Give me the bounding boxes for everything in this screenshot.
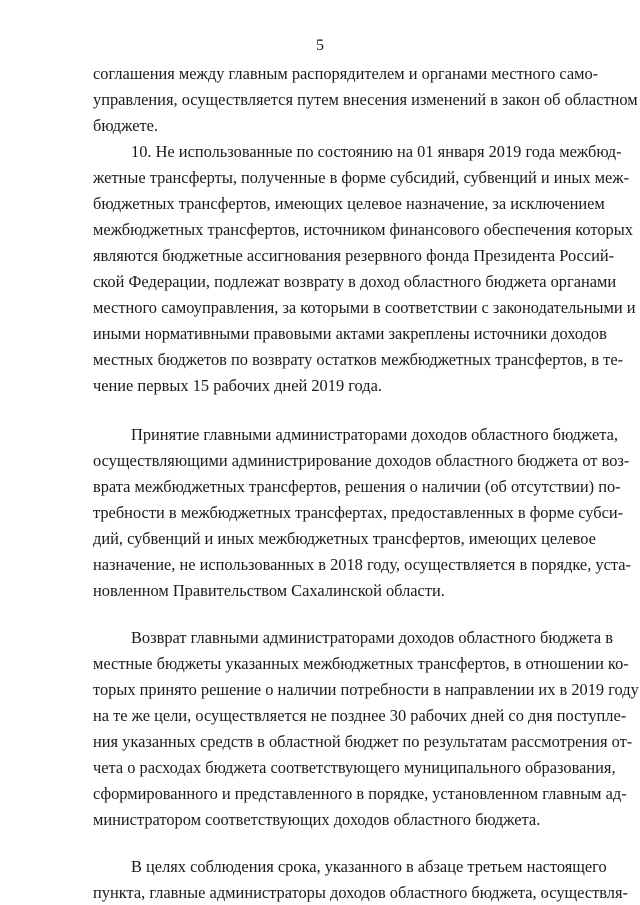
text-line: требности в межбюджетных трансфертах, предоставленных в форме субси- [93,503,624,522]
text-line: чета о расходах бюджета соответствующего муниципального образования, [93,758,616,777]
text-line: торых принято решение о наличии потребности в направлении их в 2019 году [93,680,639,699]
text-line: межбюджетных трансфертов, источником финансового обеспечения которых [93,220,633,239]
text-line: соглашения между главным распорядителем и органами местного само- [93,64,599,83]
text-line: назначение, не использованных в 2018 году, осуществляется в порядке, уста- [93,555,631,574]
text-line: местные бюджеты указанных межбюджетных трансфертов, в отношении ко- [93,654,629,673]
text-line: врата межбюджетных трансфертов, решения о наличии (об отсутствии) по- [93,477,621,496]
page-number: 5 [316,37,324,54]
text-line: на те же цели, осуществляется не позднее 30 рабочих дней со дня поступле- [93,706,627,725]
text-line: чение первых 15 рабочих дней 2019 года. [93,376,382,395]
text-line: осуществляющими администрирование доходов областного бюджета от воз- [93,451,630,470]
text-line: дий, субвенций и иных межбюджетных трансфертов, имеющих целевое [93,529,596,548]
text-line: местного самоуправления, за которыми в соответствии с законодательными и [93,298,636,317]
text-line: бюджете. [93,116,159,135]
text-line: новленном Правительством Сахалинской области. [93,581,445,600]
text-line: В целях соблюдения срока, указанного в абзаце третьем настоящего [131,857,607,876]
text-line: жетные трансферты, полученные в форме субсидий, субвенций и иных меж- [93,168,630,187]
text-line: управления, осуществляется путем внесения изменений в закон об областном [93,90,638,109]
text-line: бюджетных трансфертов, имеющих целевое назначение, за исключением [93,194,605,213]
text-line: министратором соответствующих доходов областного бюджета. [93,810,541,829]
text-line: пункта, главные администраторы доходов областного бюджета, осуществля- [93,883,628,902]
text-line: ния указанных средств в областной бюджет по результатам рассмотрения от- [93,732,633,751]
text-line: ской Федерации, подлежат возврату в доход областного бюджета органами [93,272,617,291]
text-line: местных бюджетов по возврату остатков межбюджетных трансфертов, в те- [93,350,624,369]
text-line: Возврат главными администраторами доходов областного бюджета в [131,628,613,647]
text-line: иными нормативными правовыми актами закреплены источники доходов [93,324,607,343]
text-line: 10. Не использованные по состоянию на 01 января 2019 года межбюд- [131,142,622,161]
text-line: сформированного и представленного в порядке, установленном главным ад- [93,784,627,803]
text-line: Принятие главными администраторами доходов областного бюджета, [131,425,618,444]
text-line: являются бюджетные ассигнования резервного фонда Президента Россий- [93,246,615,265]
